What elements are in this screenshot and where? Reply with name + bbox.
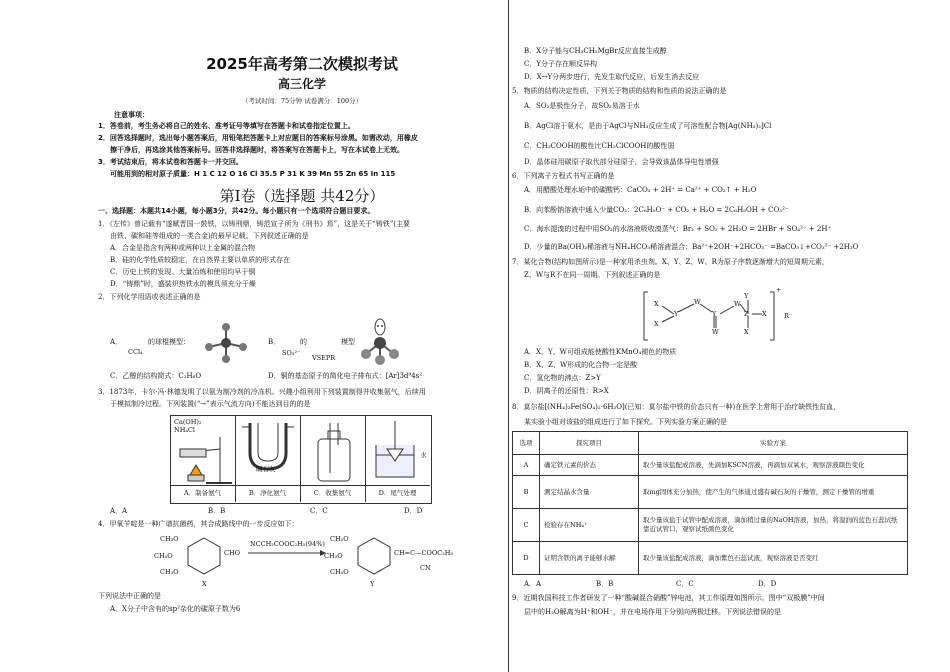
table-cell: 确定铁元素的价态 (540, 455, 639, 476)
q2-b-text: 模型 (341, 338, 355, 346)
reaction-reagent: NCCH₂COOC₂H₅(94%) (250, 540, 325, 548)
q7-structure (642, 284, 792, 346)
q7-stem: 7．某化合物(结构如图所示)是一种家用杀虫剂。X、Y、Z、W、R为原子序数逐渐增大的短周期元素， (512, 258, 829, 266)
q4-option: A．X分子中含有的sp²杂化的碳原子数为6 (110, 605, 241, 613)
q5-option: B．AgCl溶于氨水，是由于AgCl与NH₃反应生成了可溶性配合物[Ag(NH₃)₂]Cl (524, 122, 772, 130)
notice-item: 1．答卷前，考生务必将自己的姓名、准考证号等填写在答题卡和试卷指定位置上。 (98, 122, 355, 130)
q3-answer: D．D (404, 507, 423, 515)
q8-answer: B．B (596, 580, 614, 588)
table-row (513, 455, 908, 476)
atom-label: Y (712, 310, 717, 318)
table-cell: 取少量该盐配成溶液，滴加紫色石蕊试液，观察溶液是否变红 (639, 542, 908, 575)
atom-label: X (744, 328, 749, 336)
q8-answer: D．D (758, 580, 777, 588)
q8-table (512, 431, 908, 575)
exam-title: 2025年高考第二次模拟考试 (206, 55, 398, 73)
q6-stem: 6．下列离子方程式书写正确的是 (512, 172, 615, 180)
q7-option: D．阴离子的还原性：R>X (524, 387, 609, 395)
q2-option: D．铜的基态原子的简化电子排布式：[Ar]3d⁹4s² (268, 372, 423, 380)
atom-label: X (654, 300, 659, 308)
structure-group: CH₃O (324, 552, 343, 560)
q6-option: B．向苯酚钠溶液中通入少量CO₂：2C₆H₅O⁻ + CO₂ + H₂O = 2C₆H₅OH + CO₃²⁻ (524, 206, 789, 214)
heating-apparatus-icon (176, 435, 232, 485)
structure-group: CH₃O (160, 535, 179, 543)
q7-stem: Z、W与R不在同一周期。下列叙述正确的是 (524, 271, 661, 279)
compound-x-label: X (202, 580, 207, 588)
q6-option: C．海水提溴的过程中用SO₂的水溶液吸收溴蒸气：Br₂ + SO₂ + 2H₂O = 2HBr + SO₄²⁻ + 2H⁺ (524, 225, 832, 233)
q8-stem: 某实验小组对该盐的组成进行了如下探究。下列实验方案正确的是 (524, 418, 727, 426)
structure-group: CH=C—COOC₂H₅ (394, 549, 454, 557)
gas-bottle-icon (310, 423, 358, 483)
q4-option: D．X→Y分两步进行，先发生取代反应，后发生消去反应 (524, 73, 700, 81)
apparatus-label: B．净化氨气 (248, 489, 287, 497)
atom-label: W (712, 328, 719, 336)
q1-stem: 1．《左传》曾记载有“遂赋晋国一鼓铁，以铸刑鼎，铸范宣子所为《刑书》焉”，这是关于“铸铁”(主要 (98, 220, 410, 228)
structure-group: CH₃O (160, 568, 179, 576)
atom-label: X (762, 310, 767, 318)
q8-answer: C．C (676, 580, 694, 588)
exam-info: （考试时间：75分钟 试卷满分：100分） (241, 97, 363, 105)
q2-a-label: A． (110, 338, 123, 346)
section-intro: 一、选择题：本题共14小题，每小题3分，共42分。每小题只有一个选项符合题目要求。 (98, 207, 375, 215)
notice-heading: 注意事项： (114, 111, 149, 119)
section-title: 第Ⅰ卷（选择题 共42分） (219, 187, 385, 205)
q3-stem: 3．1873年，卡尔·冯·林德发明了以氨为制冷剂的冷冻机。兴趣小组利用下列装置制得并收集氨气，后续用 (98, 388, 426, 396)
q1-stem: 由铁、碳和硅等组成的一类合金)的最早记载。下列叙述正确的是 (110, 232, 309, 240)
q4-option: B．X分子能与CH₃CH₂MgBr反应直接生成醇 (524, 47, 667, 55)
notice-item: 3．考试结束后，将本试卷和答题卡一并交回。 (98, 158, 243, 166)
table-header-row (513, 432, 908, 455)
table-cell: B (513, 476, 540, 509)
table-header: 探究项目 (540, 432, 639, 455)
column-divider (508, 0, 509, 672)
q2-b-vsepr: VSEPR (312, 354, 336, 362)
notice-item: 擦干净后，再选涂其他答案标号。回答非选择题时，将答案写在答题卡上，写在本试卷上无效。 (110, 146, 404, 154)
q6-option: A．用醋酸处理水垢中的碳酸钙：CaCO₃ + 2H⁺ = Ca²⁺ + CO₂↑ + H₂O (524, 186, 757, 194)
q1-option: A．合金是指含有两种或两种以上金属的混合物 (110, 244, 256, 252)
q3-answer: C．C (310, 507, 328, 515)
table-cell: D (513, 542, 540, 575)
atom-label: W (734, 300, 741, 308)
table-cell: 检验存在NH₄⁺ (540, 509, 639, 542)
q2-a-text: 的球棍模型： (148, 338, 190, 346)
reaction-arrow-icon (248, 550, 326, 556)
q7-option: A．X、Y、W可组成能使酸性KMnO₄褪色的物质 (524, 348, 677, 356)
structure-group: CHO (224, 549, 240, 557)
atom-label: W (694, 298, 701, 306)
apparatus-label: A．制备氨气 (183, 489, 222, 497)
q4-stem: 4．甲氧苄啶是一种广谱抗菌药，其合成路线中的一步反应如下： (98, 520, 299, 528)
q2-b-text: 的 (300, 338, 307, 346)
structure-group: CN (420, 564, 431, 572)
sulfite-vsepr-model (360, 316, 400, 366)
atomic-mass: 可能用到的相对原子质量：H 1 C 12 O 16 Cl 35.5 P 31 K 39 Mn 55 Zn 65 In 115 (110, 170, 396, 178)
q5-option: A．SO₂是极性分子，故SO₂易溶于水 (524, 102, 640, 110)
benzene-ring-y (354, 534, 394, 578)
atom-label: X (654, 320, 659, 328)
table-row (513, 542, 908, 575)
table-cell: C (513, 509, 540, 542)
q8-answer: A．A (524, 580, 542, 588)
apparatus-label: C．收集氨气 (313, 489, 352, 497)
notice-item: 2．回答选择题时，选出每小题答案后，用铅笔把答题卡上对应题目的答案标号涂黑。如需改动，用橡皮 (98, 134, 418, 142)
table-row (513, 509, 908, 542)
q1-option: B．硅的化学性质较稳定，在自然界主要以单质的形式存在 (110, 256, 291, 264)
compound-y-label: Y (370, 580, 375, 588)
q6-option: D．少量的Ba(OH)₂稀溶液与NH₄HCO₃稀溶液混合：Ba²⁺+2OH⁻+2HCO₃⁻ =BaCO₃↓+CO₃²⁻ +2H₂O (524, 243, 859, 251)
q9-stem: 层中的H₂O解离为H⁺和OH⁻，并在电场作用下分别向两极迁移。下列说法错误的是 (524, 608, 781, 616)
q2-b-formula: SO₃²⁻ (282, 349, 301, 357)
q2-a-formula: CCl₄ (128, 348, 143, 356)
q7-option: B．X、Z、W形成的化合物一定是酸 (524, 361, 638, 369)
q4-option: C．Y分子存在顺反异构 (524, 60, 597, 68)
q9-stem: 9．近期我国科技工作者研发了一种“酸碱混合硝酸”锌电池，其工作原理如图所示。图中“双极膜”中间 (512, 594, 825, 602)
atom-label: Y (674, 310, 679, 318)
table-cell: 取mg固体充分加热，使产生的气体通过盛有碱石灰的干燥管，测定干燥管的增重 (639, 476, 908, 509)
benzene-ring-x (184, 534, 224, 578)
anion-label: R⁻ (784, 312, 793, 320)
q5-option: D．晶体硅用碳原子取代部分硅原子，会导致该晶体导电性增强 (524, 158, 719, 166)
table-header: 选项 (513, 432, 540, 455)
structure-group: CH₃O (330, 568, 349, 576)
q3-answer: B．B (208, 507, 226, 515)
table-cell: 测定结晶水含量 (540, 476, 639, 509)
table-cell: 取少量该盐于试管中配成溶液，滴加稍过量的NaOH溶液，加热，将湿润的蓝色石蕊试纸靠近试管口，观察试纸颜色变化 (639, 509, 908, 542)
q1-option: C．历史上铁的发现、大量冶炼和使用均早于铜 (110, 268, 256, 276)
q2-option: C．乙醇的结构简式：C₂H₆O (110, 372, 202, 380)
q3-stem: 于模拟制冷过程。下列装置(“→”表示气流方向)不能达到目的的是 (110, 400, 311, 408)
table-header: 实验方案 (639, 432, 908, 455)
q7-option: C．氢化物的沸点：Z>Y (524, 374, 601, 382)
exam-subject: 高三化学 (277, 77, 326, 91)
structure-group: CH₃O (154, 552, 173, 560)
q4-question: 下列说法中正确的是 (98, 592, 161, 600)
q2-b-label: B． (268, 338, 281, 346)
absorption-beaker-icon (370, 421, 426, 483)
table-row (513, 476, 908, 509)
charge-label: + (776, 286, 782, 294)
atom-label: Y (744, 292, 749, 300)
q8-stem: 8．莫尔盐[(NH₄)₂Fe(SO₄)₂·6H₂O](已知：莫尔盐中铁的价态只有一种)在医学上常用于治疗缺铁性贫血， (512, 403, 841, 411)
structure-group: CH₃O (330, 535, 349, 543)
reagent-label: 碱石灰 (256, 465, 276, 473)
reagent-label: 水 (420, 451, 427, 459)
q5-stem: 5．物质的结构决定性质，下列关于物质的结构和性质的说法正确的是 (512, 87, 727, 95)
q5-option: C．CH₃COOH的酸性比CH₂ClCOOH的酸性弱 (524, 142, 675, 150)
q1-option: D．“铸鼎”时，盛装炽热铁水的模具须充分干燥 (110, 280, 256, 288)
table-cell: 取少量该盐配成溶液，先滴加KSCN溶液，再滴加双氧水，观察溶液颜色变化 (639, 455, 908, 476)
table-cell: 证明含铁的离子能够水解 (540, 542, 639, 575)
apparatus-cells (170, 415, 430, 502)
q3-answer: A．A (110, 507, 128, 515)
reagent-label: NH₄Cl (174, 426, 196, 434)
q2-stem: 2．下列化学用语或表述正确的是 (98, 293, 201, 301)
apparatus-label: D．尾气处理 (378, 489, 417, 497)
table-cell: A (513, 455, 540, 476)
ccl4-ball-stick-model (202, 322, 250, 364)
atom-label: Z (744, 310, 749, 318)
reagent-label: Ca(OH)₂ (174, 418, 202, 426)
